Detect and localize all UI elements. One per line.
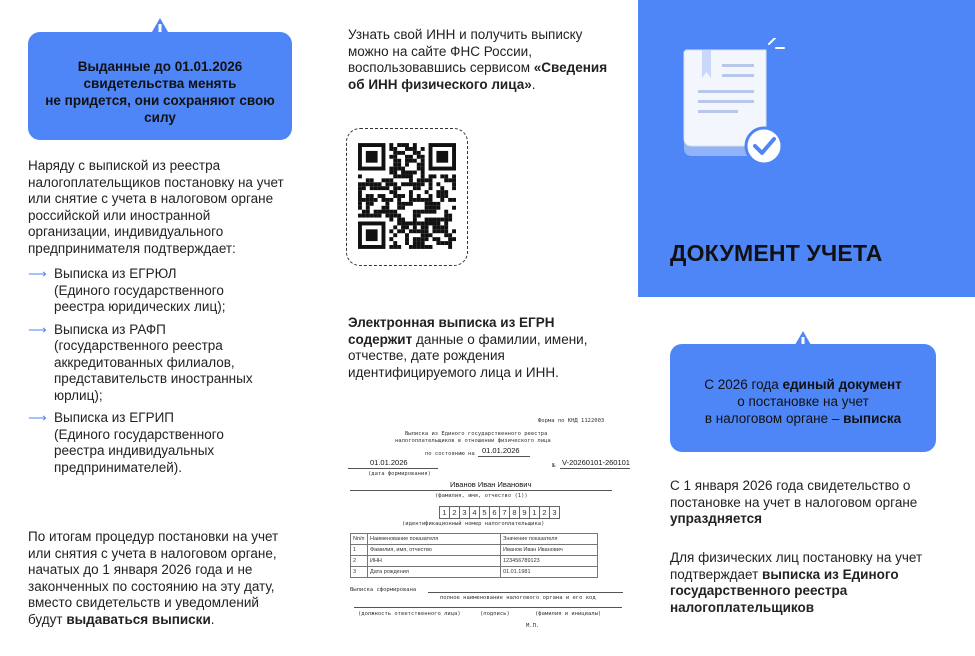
warning-box-certificates [28, 32, 292, 140]
individuals-bold: выписка из Единого государственного реестра налогоплательщиков [670, 566, 899, 615]
page-title: ДОКУМЕНТ УЧЕТА [670, 240, 883, 266]
form-extract-number: V-20260101-260101 [562, 458, 630, 467]
form-as-of-label: по состоянию на [425, 451, 475, 457]
warning-pre: С 2026 года [704, 377, 783, 392]
form-name-label: (фамилия, имя, отчество (1)) [435, 493, 528, 499]
list-item-title: Выписка из ЕГРЮЛ [54, 266, 177, 281]
title-panel [638, 0, 975, 297]
list-item-desc: (государственного реестра аккредитованных филиалов, представительств иностранных юрлиц); [54, 338, 253, 403]
list-item [28, 266, 278, 316]
intro-text: Наряду с выпиской из реестра налогоплательщиков постановку на учет или снятие с учета в налоговом органе российской или иностранной организации, индивидуального предпринимателя подтверждает: [28, 158, 284, 256]
abolish-text: С 1 января 2026 года свидетельство о постановке на учет в налоговом органе упраздняется [670, 478, 918, 526]
warning-line-3: в налоговом органе – [704, 411, 844, 426]
qr-code[interactable] [358, 142, 456, 250]
form-formed-sub: полное наименование налогового органа и его код [440, 595, 596, 601]
form-date-label: (дата формирования) [368, 471, 431, 477]
form-number: Форма по КНД 1122003 [538, 418, 605, 424]
form-sign-name: (фамилия и инициалы) [535, 611, 602, 617]
list-item-desc: (Единого государственного реестра юридических лиц); [54, 282, 226, 314]
arrow-right-icon: ⟶ [28, 266, 47, 281]
list-item [28, 410, 278, 476]
warning-line-2: о постановке на учет [737, 394, 869, 409]
warning-line-2: свидетельства менять [83, 76, 237, 91]
table-row: 2 ИНН 123456789123 [351, 556, 598, 567]
warning-box-single-document [670, 344, 936, 452]
warning-line-1: Выданные до 01.01.2026 [77, 59, 243, 74]
table-header-row: Nп/п Наименование показателя Значение показателя [351, 534, 598, 545]
bottom-bold: выдаваться выписки [66, 611, 211, 627]
form-formed-label: Выписка сформирована [350, 587, 417, 593]
inn-service-text: Узнать свой ИНН и получить выписку можно на сайте ФНС России, воспользовавшись сервисом «Сведения об ИНН физического лица». [348, 27, 608, 92]
list-item-title: Выписка из ЕГРИП [54, 410, 174, 425]
document-check-icon [676, 38, 796, 168]
table-row: 3 Дата рождения 01.01.1981 [351, 567, 598, 578]
form-sign-position: (должность ответственного лица) [358, 611, 461, 617]
form-title-1: Выписка из Единого государственного реестра [405, 431, 548, 437]
document-list [28, 266, 278, 482]
form-number-prefix: № [552, 463, 556, 469]
list-item-desc: (Единого государственного реестра индивидуальных предпринимателей). [54, 426, 224, 475]
egrn-bold: Электронная выписка из ЕГРН содержит [348, 315, 555, 347]
warning-bold-2: выписка [843, 411, 902, 426]
form-inn-label: (идентификационный номер налогоплательщика) [402, 521, 545, 527]
inn-service-name: «Сведения об ИНН физического лица» [348, 60, 608, 92]
egrn-text: Электронная выписка из ЕГРН содержит данные о фамилии, имени, отчестве, дате рождения идентифицируемого лица и ИНН. [348, 315, 588, 380]
bottom-text: По итогам процедур постановки на учет или снятия с учета в налоговом органе, начатых до 1 января 2026 года и не законченных по состоянию на эту дату, вместо свидетельств и уведомлений будут выдаваться выписки. [28, 529, 279, 627]
list-item-title: Выписка из РАФП [54, 321, 166, 337]
individuals-text: Для физических лиц постановку на учет подтверждает выписка из Единого государственного реестра налогоплательщиков [670, 550, 923, 615]
form-stamp: М.П. [526, 623, 540, 629]
form-inn-digits: 1 2 3 4 5 6 7 8 9 1 2 3 [439, 506, 559, 519]
form-title-2: налогоплательщиков в отношении физического лица [395, 438, 551, 444]
warning-line-4: силу [144, 110, 176, 125]
abolish-bold: упраздняется [670, 511, 763, 526]
arrow-right-icon: ⟶ [28, 410, 47, 425]
form-as-of-date: 01.01.2026 [482, 446, 520, 455]
list-item [28, 322, 278, 405]
form-table [350, 533, 598, 578]
qr-frame [346, 128, 468, 266]
form-sign-signature: (подпись) [480, 611, 510, 617]
table-row: 1 Фамилия, имя, отчество Иванов Иван Иванович [351, 545, 598, 556]
sample-extract-form [340, 415, 630, 640]
form-name: Иванов Иван Иванович [450, 480, 532, 489]
warning-bold-1: единый документ [782, 377, 902, 392]
arrow-right-icon: ⟶ [28, 321, 47, 337]
form-date: 01.01.2026 [370, 458, 408, 467]
warning-line-3: не придется, они сохраняют свою [45, 93, 275, 108]
